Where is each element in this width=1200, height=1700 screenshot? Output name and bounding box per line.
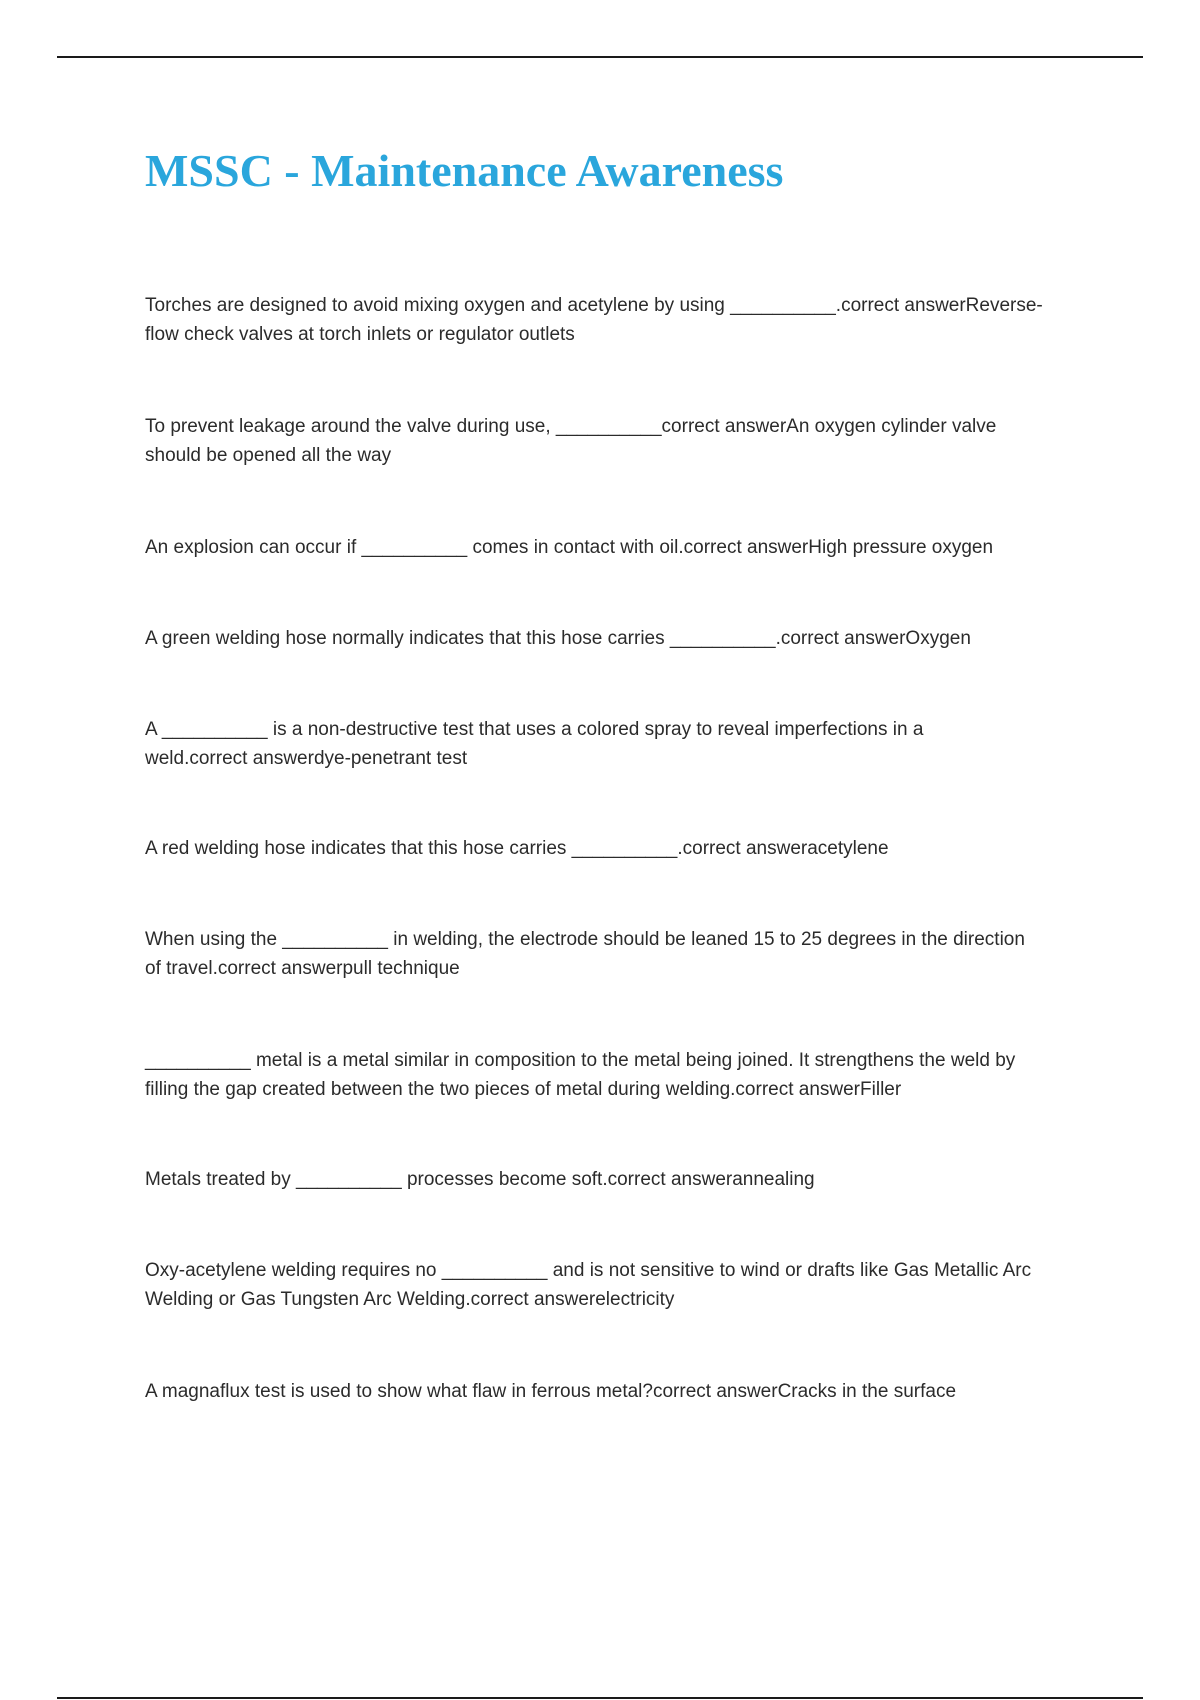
qa-item-7: When using the __________ in welding, the electrode should be leaned 15 to 25 degrees in the direction of travel.correct answerpull technique [145, 929, 1025, 979]
top-divider [57, 56, 1143, 58]
qa-item-10: Oxy-acetylene welding requires no __________ and is not sensitive to wind or drafts like Gas Metallic Arc Welding or Gas Tungsten Arc Welding.correct answerelectricity [145, 1260, 1032, 1310]
qa-item-2: To prevent leakage around the valve during use, __________correct answerAn oxygen cylinder valve should be opened all the way [145, 416, 997, 466]
document-title: MSSC - Maintenance Awareness [145, 145, 784, 196]
qa-item-3: An explosion can occur if __________ comes in contact with oil.correct answerHigh pressure oxygen [145, 537, 994, 558]
qa-item-11: A magnaflux test is used to show what flaw in ferrous metal?correct answerCracks in the surface [145, 1381, 957, 1402]
qa-item-1: Torches are designed to avoid mixing oxygen and acetylene by using __________.correct answerReverse- flow check valves at torch inlets or regulator outlets [145, 295, 1043, 345]
qa-item-5: A __________ is a non-destructive test that uses a colored spray to reveal imperfections in a weld.correct answerdye-penetrant test [145, 719, 924, 769]
qa-item-4: A green welding hose normally indicates that this hose carries __________.correct answerOxygen [145, 628, 971, 649]
qa-item-6: A red welding hose indicates that this hose carries __________.correct answeracetylene [145, 838, 889, 859]
qa-item-8: __________ metal is a metal similar in composition to the metal being joined. It strengthens the weld by filling the gap created between the two pieces of metal during welding.correct answerFiller [145, 1050, 1016, 1100]
bottom-divider [57, 1697, 1143, 1699]
qa-item-9: Metals treated by __________ processes become soft.correct answerannealing [145, 1169, 815, 1190]
